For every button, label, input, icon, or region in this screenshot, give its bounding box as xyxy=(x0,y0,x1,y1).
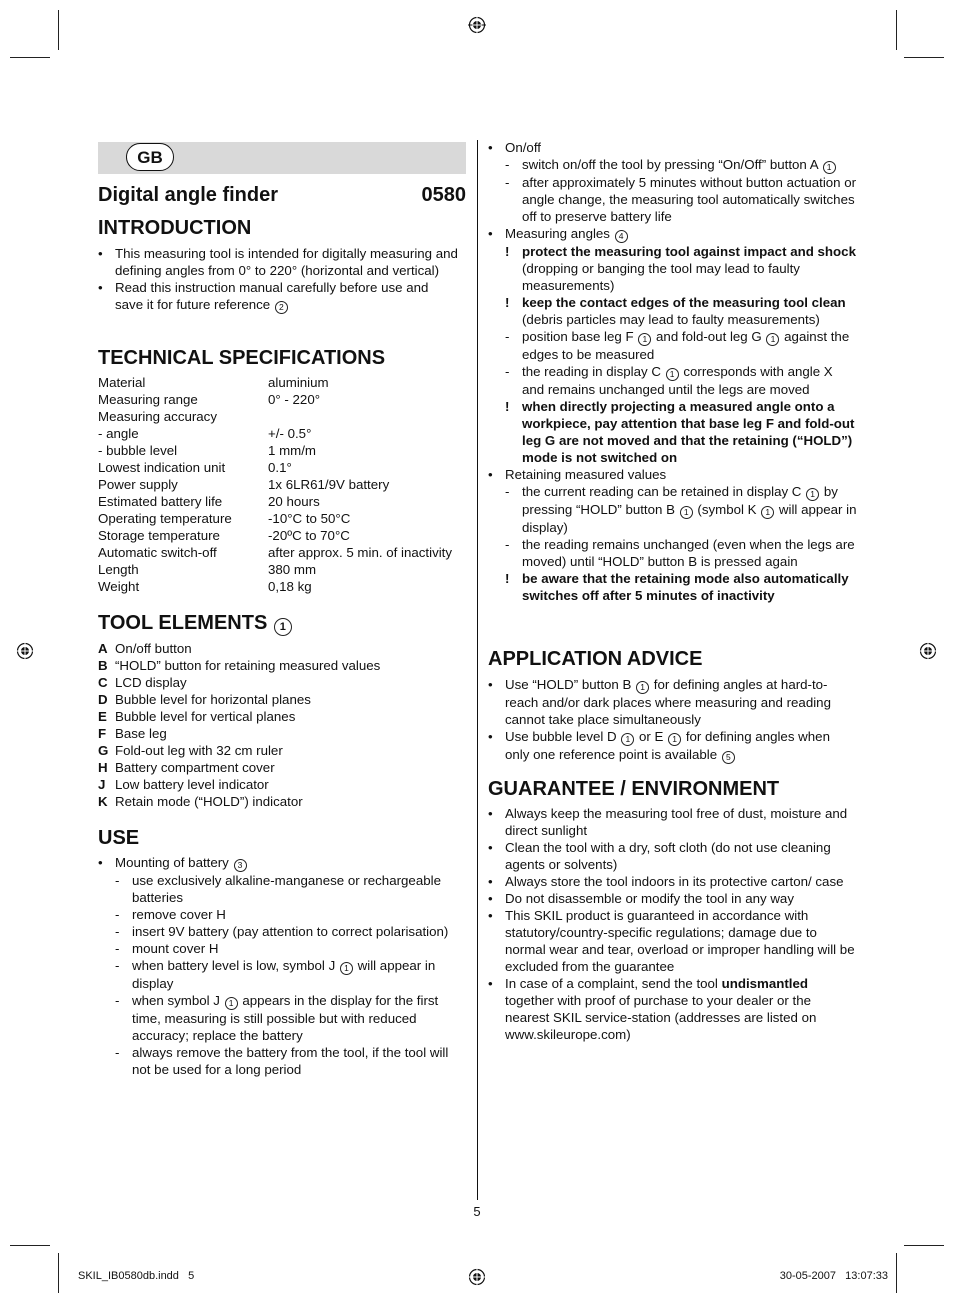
list-item: • Always store the tool indoors in its protective carton/ case xyxy=(488,873,858,890)
list-item xyxy=(488,328,858,363)
list-item xyxy=(98,776,466,793)
guarantee-heading: GUARANTEE / ENVIRONMENT xyxy=(488,778,780,800)
list-item xyxy=(98,992,460,1044)
list-item xyxy=(98,640,466,657)
text-span: (dropping or banging the tool may lead to faulty measurements) xyxy=(522,261,800,293)
spec-label: Weight xyxy=(98,579,140,594)
spec-value: 0° - 220° xyxy=(268,392,321,407)
spec-label: Length xyxy=(98,562,139,577)
ref-marker: 1 xyxy=(666,368,679,381)
element-letter: H xyxy=(98,760,108,775)
page-number: 5 xyxy=(473,1204,481,1219)
ref-marker: 1 xyxy=(766,333,779,346)
element-letter: C xyxy=(98,675,108,690)
registration-mark-icon xyxy=(468,1268,486,1286)
text-span: (symbol K xyxy=(697,502,757,517)
intro-list xyxy=(98,245,458,314)
table-row xyxy=(98,442,466,459)
element-label: Retain mode (“HOLD”) indicator xyxy=(115,794,303,809)
list-item xyxy=(98,759,466,776)
text-span: (debris particles may lead to faulty measurements) xyxy=(522,312,820,327)
text-span: together with proof of purchase to your dealer or the nearest SKIL service-station (addresses are listed on www.skileurope.com) xyxy=(505,993,817,1042)
element-label: Bubble level for horizontal planes xyxy=(115,692,311,707)
elements-list xyxy=(98,640,466,810)
list-item: - the reading remains unchanged (even when the legs are moved) until “HOLD” button B is pressed again xyxy=(488,536,858,570)
element-letter: A xyxy=(98,641,108,656)
spec-value: +/- 0.5° xyxy=(268,426,312,441)
table-row xyxy=(98,544,466,561)
list-item xyxy=(488,728,854,764)
list-item xyxy=(98,725,466,742)
text-span: when symbol J xyxy=(132,993,220,1008)
text-span: keep the contact edges of the measuring tool clean xyxy=(522,295,846,310)
table-row xyxy=(98,476,466,493)
ref-marker: 1 xyxy=(621,733,634,746)
list-item xyxy=(98,854,460,872)
table-row xyxy=(98,374,466,391)
list-item: - insert 9V battery (pay attention to correct polarisation) xyxy=(98,923,460,940)
list-item: - mount cover H xyxy=(98,940,460,957)
text-span: Read this instruction manual carefully before use and save it for future reference xyxy=(115,280,429,312)
ref-marker: 1 xyxy=(638,333,651,346)
element-letter: E xyxy=(98,709,107,724)
application-heading: APPLICATION ADVICE xyxy=(488,648,703,670)
ref-marker: 1 xyxy=(636,681,649,694)
element-letter: B xyxy=(98,658,108,673)
page-title-row xyxy=(98,183,466,207)
intro-heading: INTRODUCTION xyxy=(98,217,252,239)
spec-value: 20 hours xyxy=(268,494,320,509)
list-item xyxy=(98,793,466,810)
spec-label: - angle xyxy=(98,426,139,441)
list-item xyxy=(488,676,854,728)
list-item: • Always keep the measuring tool free of dust, moisture and direct sunlight xyxy=(488,805,858,839)
list-item: - use exclusively alkaline-manganese or rechargeable batteries xyxy=(98,872,460,906)
element-label: Base leg xyxy=(115,726,167,741)
spec-value: after approx. 5 min. of inactivity xyxy=(268,545,453,560)
text-span: the reading in display C xyxy=(522,364,661,379)
ref-marker: 5 xyxy=(722,751,735,764)
element-letter: D xyxy=(98,692,108,707)
spec-value: 0,18 kg xyxy=(268,579,312,594)
element-label: “HOLD” button for retaining measured values xyxy=(115,658,381,673)
spec-label: Material xyxy=(98,375,146,390)
warning-item xyxy=(488,243,858,294)
list-item xyxy=(98,691,466,708)
ref-marker: 1 xyxy=(806,488,819,501)
text-span: position base leg F xyxy=(522,329,634,344)
application-list xyxy=(488,676,854,764)
spec-label: Storage temperature xyxy=(98,528,220,543)
text-span: will appear in display) xyxy=(522,502,857,535)
table-row xyxy=(98,578,466,595)
element-letter: J xyxy=(98,777,106,792)
list-item xyxy=(98,245,458,279)
list-item xyxy=(98,674,466,691)
spec-value: 380 mm xyxy=(268,562,317,577)
table-row xyxy=(98,493,466,510)
list-item: • This SKIL product is guaranteed in accordance with statutory/country-specific regulations; damage due to normal wear and tear, overload or improper handling will be excluded from the guarantee xyxy=(488,907,858,975)
ref-marker: 1 xyxy=(823,161,836,174)
element-letter: G xyxy=(98,743,109,758)
table-row xyxy=(98,561,466,578)
list-item xyxy=(98,279,458,314)
text-span: for defining angles when only one reference point is available xyxy=(505,729,830,762)
table-row xyxy=(98,408,466,425)
guarantee-list xyxy=(488,805,858,1043)
element-label: On/off button xyxy=(115,641,192,656)
text-span: undismantled xyxy=(721,976,809,991)
text-span: or E xyxy=(639,729,664,744)
element-label: Bubble level for vertical planes xyxy=(115,709,296,724)
element-letter: F xyxy=(98,726,107,741)
ref-marker: 1 xyxy=(274,618,292,636)
ref-marker: 2 xyxy=(275,301,288,314)
specs-table xyxy=(98,374,466,595)
table-row xyxy=(98,510,466,527)
table-row xyxy=(98,391,466,408)
element-label: LCD display xyxy=(115,675,187,690)
spec-value: -20ºC to 70°C xyxy=(268,528,350,543)
table-row xyxy=(98,425,466,442)
text-span: by pressing “HOLD” button B xyxy=(522,484,838,517)
warning-item: ! be aware that the retaining mode also automatically switches off after 5 minutes of inactivity xyxy=(488,570,858,604)
list-item xyxy=(488,225,858,243)
list-item xyxy=(98,742,466,759)
element-label: Battery compartment cover xyxy=(115,760,275,775)
text-span: Measuring angles xyxy=(505,226,610,241)
text-span: Use “HOLD” button B xyxy=(505,677,632,692)
text-span: TOOL ELEMENTS xyxy=(98,612,268,634)
list-item xyxy=(98,657,466,674)
spec-value: 0.1° xyxy=(268,460,292,475)
element-letter: K xyxy=(98,794,108,809)
spec-value: aluminium xyxy=(268,375,329,390)
spec-label: Automatic switch-off xyxy=(98,545,217,560)
list-item xyxy=(98,957,460,992)
text-span: when battery level is low, symbol J xyxy=(132,958,336,973)
text-span: switch on/off the tool by pressing “On/Off” button A xyxy=(522,157,818,172)
specs-heading: TECHNICAL SPECIFICATIONS xyxy=(98,347,386,369)
ref-marker: 3 xyxy=(234,859,247,872)
use-continued-list xyxy=(488,139,858,604)
list-item: • Do not disassemble or modify the tool in any way xyxy=(488,890,858,907)
ref-marker: 1 xyxy=(680,506,693,519)
spec-value: 1 mm/m xyxy=(268,443,317,458)
text-span: for defining angles at hard-to-reach and/or dark places where measuring and reading cannot take place simultaneously xyxy=(505,677,831,727)
list-item: • Clean the tool with a dry, soft cloth (do not use cleaning agents or solvents) xyxy=(488,839,858,873)
language-bar xyxy=(98,142,466,174)
list-item: - after approximately 5 minutes without button actuation or angle change, the measuring tool automatically switches off to preserve battery life xyxy=(488,174,858,225)
text-span: This measuring tool is intended for digitally measuring and defining angles from 0° to 220° (horizontal and vertical) xyxy=(115,246,458,278)
print-date: 30-05-2007 13:07:33 xyxy=(779,1270,888,1282)
list-item xyxy=(98,708,466,725)
text-span: against the edges to be measured xyxy=(522,329,850,362)
list-item xyxy=(488,975,858,1043)
spec-value: 1x 6LR61/9V battery xyxy=(268,477,390,492)
text-span: the current reading can be retained in display C xyxy=(522,484,802,499)
text-span: In case of a complaint, send the tool xyxy=(505,976,722,991)
use-list xyxy=(98,854,460,1078)
registration-mark-icon xyxy=(468,16,486,34)
text-span: protect the measuring tool against impact and shock xyxy=(522,244,856,259)
text-span: Mounting of battery xyxy=(115,855,229,870)
ref-marker: 1 xyxy=(340,962,353,975)
text-span: and fold-out leg G xyxy=(656,329,762,344)
list-item xyxy=(488,363,858,398)
warning-item: ! when directly projecting a measured angle onto a workpiece, pay attention that base leg F and fold-out leg G are not moved and that the retaining (“HOLD”) mode is not switched on xyxy=(488,398,858,466)
table-row xyxy=(98,459,466,476)
spec-label: Operating temperature xyxy=(98,511,232,526)
warning-item xyxy=(488,294,858,328)
text-span: corresponds with angle X and remains unchanged until the legs are moved xyxy=(522,364,833,397)
element-label: Low battery level indicator xyxy=(115,777,269,792)
elements-heading xyxy=(98,611,293,636)
text-span: appears in the display for the first time, measuring is still possible but with reduced accuracy; replace the battery xyxy=(132,993,439,1043)
text-span: Use bubble level D xyxy=(505,729,617,744)
model-number: 0580 xyxy=(421,184,466,206)
spec-label: - bubble level xyxy=(98,443,178,458)
spec-label: Measuring accuracy xyxy=(98,409,217,424)
language-badge: GB xyxy=(126,143,174,171)
spec-label: Power supply xyxy=(98,477,178,492)
ref-marker: 1 xyxy=(668,733,681,746)
spec-label: Lowest indication unit xyxy=(98,460,226,475)
file-name: SKIL_IB0580db.indd 5 xyxy=(78,1270,195,1282)
list-item: • On/off xyxy=(488,139,858,156)
ref-marker: 1 xyxy=(761,506,774,519)
spec-label: Estimated battery life xyxy=(98,494,223,509)
spec-value: -10°C to 50°C xyxy=(268,511,351,526)
list-item: - always remove the battery from the tool, if the tool will not be used for a long period xyxy=(98,1044,460,1078)
ref-marker: 1 xyxy=(225,997,238,1010)
text-span: will appear in display xyxy=(132,958,436,991)
spec-label: Measuring range xyxy=(98,392,198,407)
element-label: Fold-out leg with 32 cm ruler xyxy=(115,743,283,758)
table-row xyxy=(98,527,466,544)
list-item xyxy=(488,156,858,174)
ref-marker: 4 xyxy=(615,230,628,243)
use-heading: USE xyxy=(98,827,140,849)
registration-mark-icon xyxy=(919,642,937,660)
list-item: - remove cover H xyxy=(98,906,460,923)
page-title: Digital angle finder xyxy=(98,184,279,206)
list-item: • Retaining measured values xyxy=(488,466,858,483)
list-item xyxy=(488,483,858,536)
registration-mark-icon xyxy=(16,642,34,660)
column-divider xyxy=(477,140,478,1200)
